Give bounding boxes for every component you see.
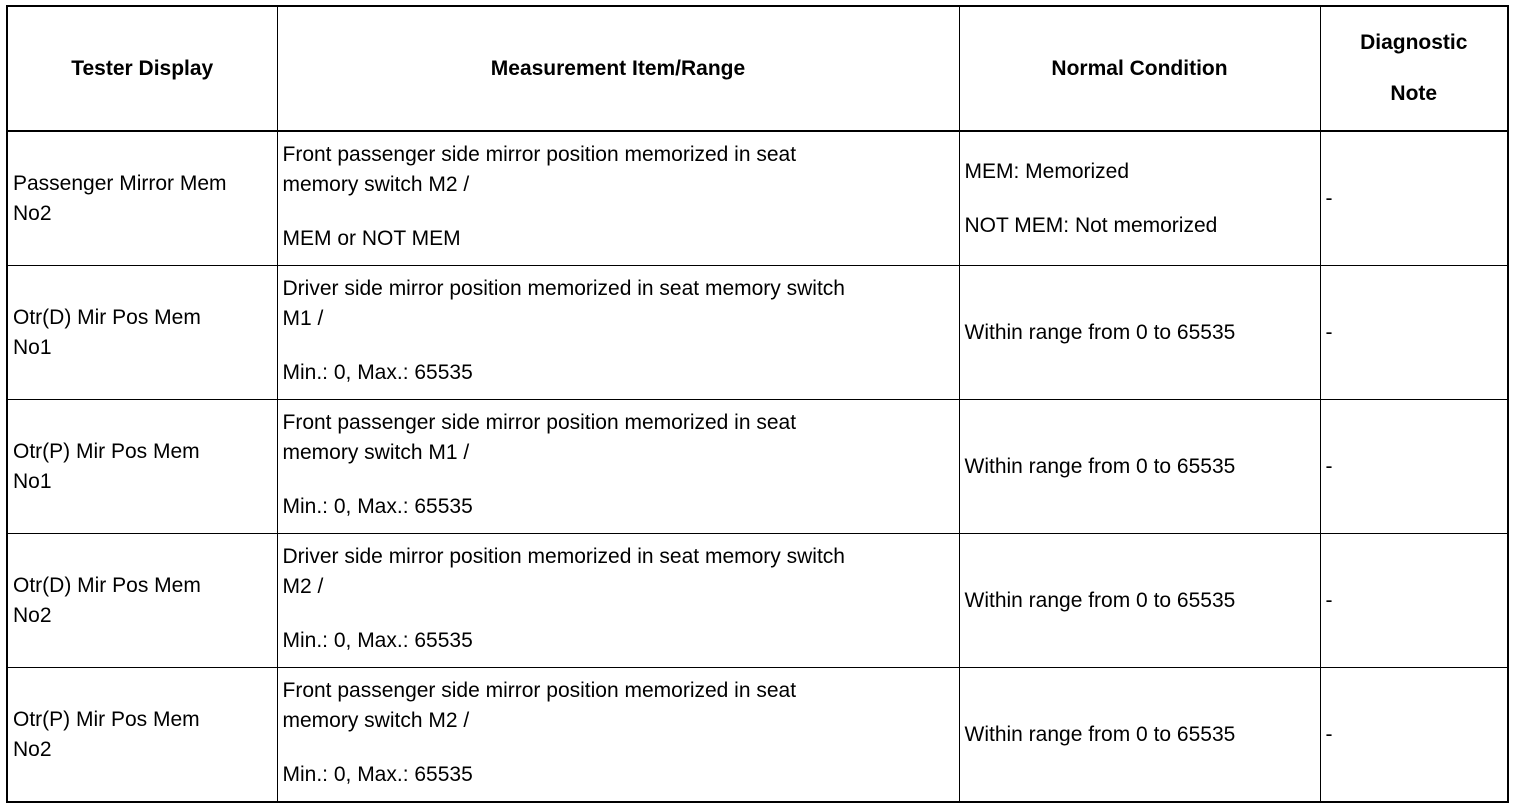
normal-condition-line2: NOT MEM: Not memorized — [964, 213, 1218, 237]
diagnostic-note-cell: - — [1320, 400, 1508, 534]
measurement-gap — [283, 468, 954, 492]
data-list-table — [6, 5, 1509, 803]
tester-display-cell — [7, 400, 277, 534]
measurement-cell — [277, 400, 959, 534]
normal-condition-cell: Within range from 0 to 65535 — [959, 668, 1320, 803]
measurement-line2: memory switch M2 / — [282, 173, 470, 196]
table-row — [7, 266, 1508, 400]
tester-display-line2: No1 — [13, 469, 52, 493]
tester-display-line2: No2 — [13, 737, 52, 761]
table-row — [7, 400, 1508, 534]
measurement-cell — [277, 534, 959, 668]
diagnostic-note-cell: - — [1320, 534, 1508, 668]
measurement-line2: memory switch M1 / — [282, 441, 470, 464]
measurement-cell — [277, 131, 959, 266]
measurement-line1: Front passenger side mirror position memorized in seat — [282, 679, 797, 702]
header-diagnostic-note — [1320, 6, 1508, 131]
header-diagnostic-note-line2: Note — [1390, 82, 1438, 105]
measurement-range: Min.: 0, Max.: 65535 — [282, 629, 473, 652]
tester-display-line1: Otr(D) Mir Pos Mem — [13, 573, 201, 597]
tester-display-cell — [7, 668, 277, 803]
measurement-line1: Front passenger side mirror position memorized in seat — [282, 143, 797, 166]
diagnostic-note-cell: - — [1320, 668, 1508, 803]
normal-condition-line1: MEM: Memorized — [964, 159, 1130, 183]
measurement-line2: M2 / — [282, 575, 324, 598]
tester-display-line1: Otr(D) Mir Pos Mem — [13, 305, 201, 329]
tester-display-line1: Otr(P) Mir Pos Mem — [13, 707, 200, 731]
tester-display-line2: No2 — [13, 603, 52, 627]
normal-condition-cell: Within range from 0 to 65535 — [959, 266, 1320, 400]
normal-condition-cell: Within range from 0 to 65535 — [959, 400, 1320, 534]
measurement-line1: Driver side mirror position memorized in seat memory switch — [282, 545, 845, 568]
measurement-cell — [277, 266, 959, 400]
tester-display-cell — [7, 534, 277, 668]
header-row — [7, 6, 1508, 131]
tester-display-line1: Otr(P) Mir Pos Mem — [13, 439, 200, 463]
measurement-gap — [283, 736, 954, 760]
header-tester-display: Tester Display — [7, 6, 277, 131]
tester-display-cell — [7, 131, 277, 266]
diagnostic-note-cell: - — [1320, 266, 1508, 400]
header-measurement-item: Measurement Item/Range — [277, 6, 959, 131]
measurement-gap — [283, 602, 954, 626]
measurement-line1: Front passenger side mirror position memorized in seat — [282, 411, 797, 434]
measurement-range: MEM or NOT MEM — [282, 227, 461, 250]
tester-display-cell — [7, 266, 277, 400]
table-row — [7, 534, 1508, 668]
tester-display-line2: No1 — [13, 335, 52, 359]
diagnostic-note-cell: - — [1320, 131, 1508, 266]
table-row — [7, 131, 1508, 266]
measurement-line2: M1 / — [282, 307, 324, 330]
measurement-line2: memory switch M2 / — [282, 709, 470, 732]
header-normal-condition: Normal Condition — [959, 6, 1320, 131]
measurement-range: Min.: 0, Max.: 65535 — [282, 495, 473, 518]
tester-display-line1: Passenger Mirror Mem — [13, 171, 227, 195]
condition-gap — [965, 187, 1315, 211]
measurement-range: Min.: 0, Max.: 65535 — [282, 763, 473, 786]
table-row — [7, 668, 1508, 803]
measurement-range: Min.: 0, Max.: 65535 — [282, 361, 473, 384]
measurement-gap — [283, 200, 954, 224]
measurement-gap — [283, 334, 954, 358]
measurement-line1: Driver side mirror position memorized in seat memory switch — [282, 277, 845, 300]
header-diagnostic-note-line1: Diagnostic — [1360, 31, 1468, 54]
normal-condition-cell: Within range from 0 to 65535 — [959, 534, 1320, 668]
normal-condition-cell — [959, 131, 1320, 266]
tester-display-line2: No2 — [13, 201, 52, 225]
measurement-cell — [277, 668, 959, 803]
